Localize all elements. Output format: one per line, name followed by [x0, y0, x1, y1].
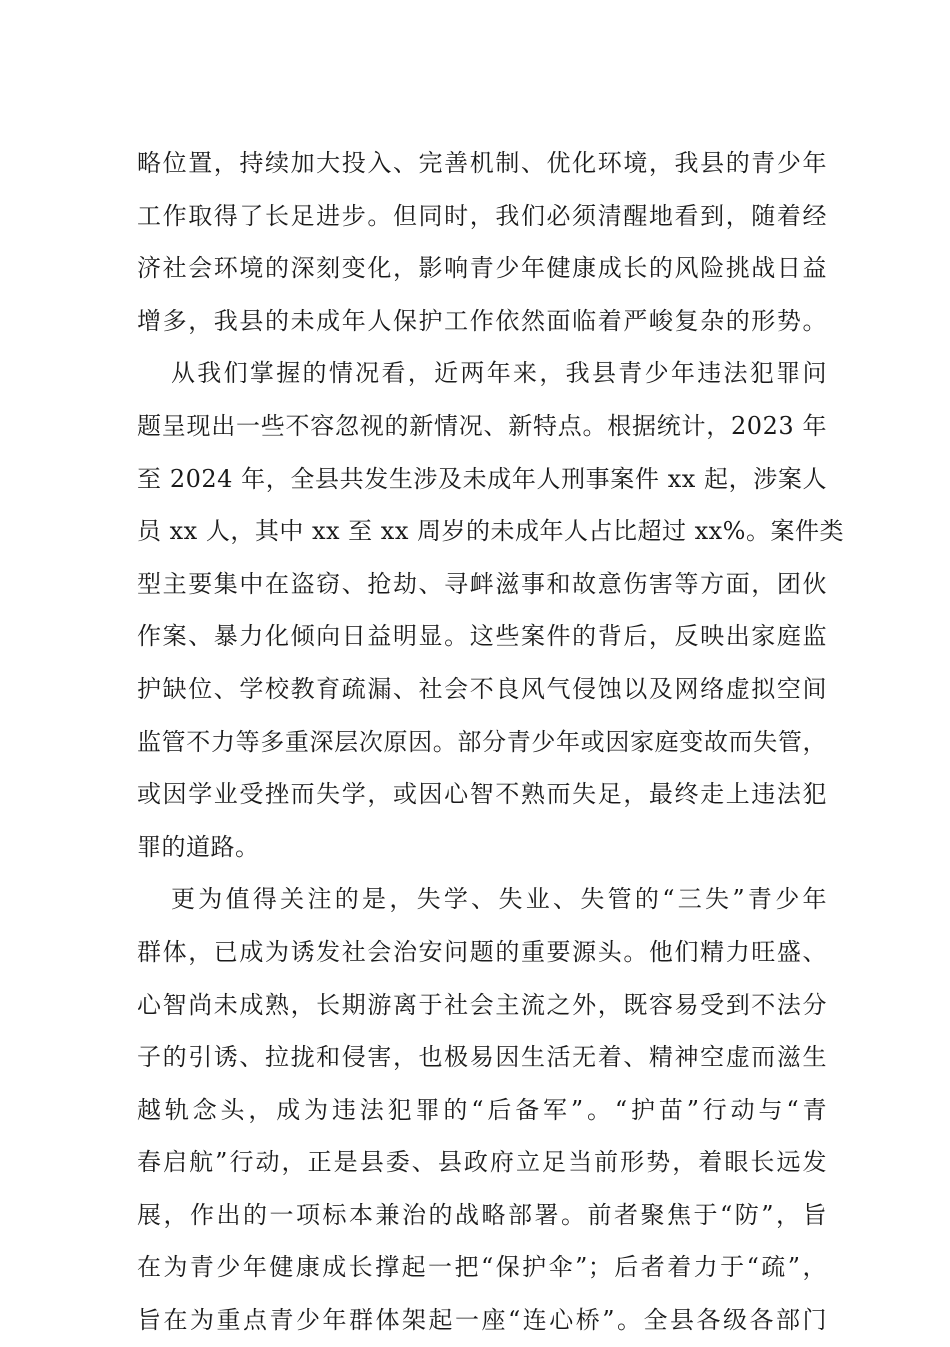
text-line: 作案、暴力化倾向日益明显。这些案件的背后，反映出家庭监 — [137, 622, 827, 651]
text-line: 心智尚未成熟，长期游离于社会主流之外，既容易受到不法分 — [137, 990, 827, 1019]
text-line: 工作取得了长足进步。但同时，我们必须清醒地看到，随着经 — [137, 201, 827, 230]
text-line: 越轨念头，成为违法犯罪的“后备军”。“护苗”行动与“青 — [137, 1095, 827, 1124]
body-text — [137, 137, 844, 1347]
text-line: 监管不力等多重深层次原因。部分青少年或因家庭变故而失管， — [137, 727, 827, 756]
text-line: 济社会环境的深刻变化，影响青少年健康成长的风险挑战日益 — [137, 254, 827, 283]
text-line: 春启航”行动，正是县委、县政府立足当前形势，着眼长远发 — [137, 1148, 827, 1177]
text-line: 在为青少年健康成长撑起一把“保护伞”；后者着力于“疏”， — [137, 1253, 827, 1282]
text-line: 更为值得关注的是，失学、失业、失管的“三失”青少年 — [171, 885, 827, 914]
text-line: 至 2024 年，全县共发生涉及未成年人刑事案件 xx 起，涉案人 — [137, 464, 827, 493]
text-line: 略位置，持续加大投入、完善机制、优化环境，我县的青少年 — [137, 149, 827, 177]
text-line: 旨在为重点青少年群体架起一座“连心桥”。全县各级各部门 — [137, 1306, 827, 1335]
text-line: 护缺位、学校教育疏漏、社会不良风气侵蚀以及网络虚拟空间 — [137, 674, 827, 703]
text-line: 群体，已成为诱发社会治安问题的重要源头。他们精力旺盛、 — [137, 937, 827, 966]
text-line: 型主要集中在盗窃、抢劫、寻衅滋事和故意伤害等方面，团伙 — [137, 569, 827, 598]
text-line: 员 xx 人，其中 xx 至 xx 周岁的未成年人占比超过 xx%。案件类 — [137, 517, 844, 546]
text-line: 罪的道路。 — [137, 832, 260, 861]
text-line: 子的引诱、拉拢和侵害，也极易因生活无着、精神空虚而滋生 — [137, 1043, 827, 1072]
text-line: 或因学业受挫而失学，或因心智不熟而失足，最终走上违法犯 — [137, 780, 827, 809]
text-line: 题呈现出一些不容忽视的新情况、新特点。根据统计，2023 年 — [137, 411, 827, 440]
text-line: 从我们掌握的情况看，近两年来，我县青少年违法犯罪问 — [171, 359, 827, 388]
text-line: 增多，我县的未成年人保护工作依然面临着严峻复杂的形势。 — [137, 306, 827, 335]
text-line: 展，作出的一项标本兼治的战略部署。前者聚焦于“防”，旨 — [137, 1200, 827, 1229]
